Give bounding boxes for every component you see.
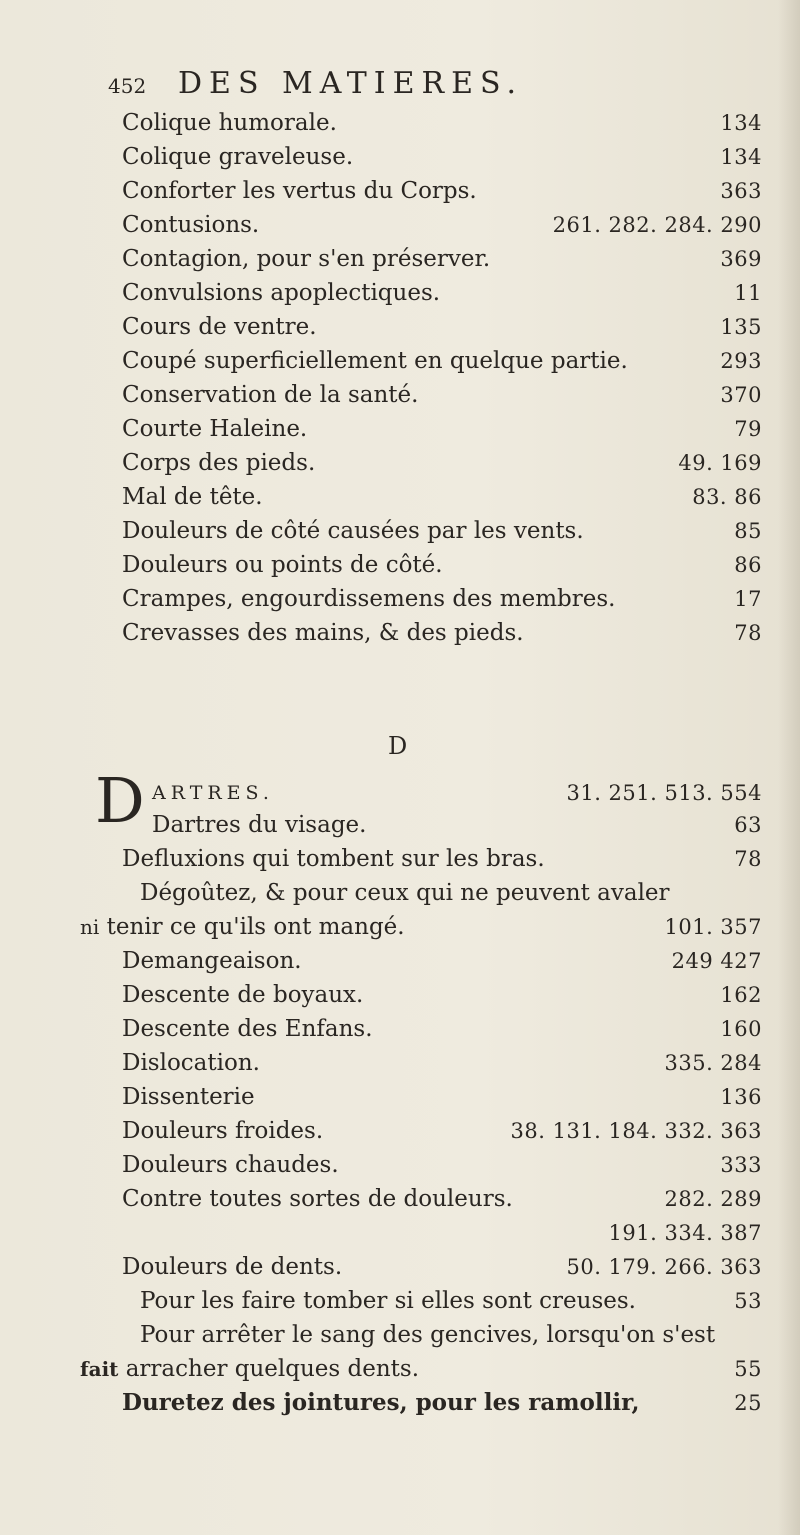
entry-pages: 25 xyxy=(734,1391,762,1415)
entry-pages: 83. 86 xyxy=(692,485,762,509)
entry-pages: 101. 357 xyxy=(664,915,762,939)
entry-term: Douleurs froides. xyxy=(122,1118,324,1144)
entry-term: Douleurs de côté causées par les vents. xyxy=(122,518,584,544)
index-entry xyxy=(0,776,800,810)
entry-pages: 333 xyxy=(720,1153,762,1177)
entry-term: Colique graveleuse. xyxy=(122,144,354,170)
entry-term: Descente des Enfans. xyxy=(122,1016,373,1042)
index-entry xyxy=(0,842,800,876)
index-entry xyxy=(0,242,800,276)
entry-term: Dégoûtez, & pour ceux qui ne peuvent avaler xyxy=(140,880,670,906)
index-entry xyxy=(0,174,800,208)
index-entry xyxy=(0,1114,800,1148)
entry-term: Conservation de la santé. xyxy=(122,382,419,408)
entry-term: Pour arrêter le sang des gencives, lorsqu'on s'est xyxy=(140,1322,716,1348)
entry-prefix: fait xyxy=(80,1357,119,1381)
entry-term: Cours de ventre. xyxy=(122,314,317,340)
entry-pages: 162 xyxy=(720,983,762,1007)
entry-term: Contre toutes sortes de douleurs. xyxy=(122,1186,513,1212)
index-entry xyxy=(0,582,800,616)
entry-pages: 55 xyxy=(734,1357,762,1381)
section-heading: D xyxy=(388,732,408,760)
drop-cap: D xyxy=(95,764,145,837)
index-entry xyxy=(0,1046,800,1080)
index-entry xyxy=(0,446,800,480)
index-entry xyxy=(0,208,800,242)
entry-term: Defluxions qui tombent sur les bras. xyxy=(122,846,545,872)
entry-pages: 63 xyxy=(734,813,762,837)
entry-prefix: ni xyxy=(80,915,100,939)
entry-pages: 335. 284 xyxy=(664,1051,762,1075)
entry-pages: 249 427 xyxy=(671,949,762,973)
entry-pages: 78 xyxy=(734,621,762,645)
index-entry xyxy=(0,344,800,378)
entry-pages: 38. 131. 184. 332. 363 xyxy=(510,1119,762,1143)
entry-term-text: tenir ce qu'ils ont mangé. xyxy=(106,914,405,940)
entry-term: Crevasses des mains, & des pieds. xyxy=(122,620,524,646)
entry-pages: 86 xyxy=(734,553,762,577)
entry-pages: 370 xyxy=(720,383,762,407)
index-entry xyxy=(0,140,800,174)
entry-term: Crampes, engourdissemens des membres. xyxy=(122,586,616,612)
entry-term: Douleurs de dents. xyxy=(122,1254,343,1280)
page-title: DES MATIERES. xyxy=(178,66,524,101)
entry-pages: 363 xyxy=(720,179,762,203)
index-entry xyxy=(0,514,800,548)
entry-pages: 160 xyxy=(720,1017,762,1041)
entry-pages: 53 xyxy=(734,1289,762,1313)
entry-term: Dislocation. xyxy=(122,1050,260,1076)
index-entry xyxy=(0,378,800,412)
entry-pages: 49. 169 xyxy=(678,451,762,475)
entry-term: Colique humorale. xyxy=(122,110,337,136)
entry-pages: 79 xyxy=(734,417,762,441)
entry-term: Dissenterie xyxy=(122,1084,255,1110)
entry-pages: 261. 282. 284. 290 xyxy=(552,213,762,237)
entry-pages: 11 xyxy=(734,281,762,305)
entry-term: Contusions. xyxy=(122,212,260,238)
index-entry xyxy=(0,978,800,1012)
index-entry xyxy=(0,616,800,650)
entry-term: Douleurs chaudes. xyxy=(122,1152,339,1178)
index-entry xyxy=(0,1250,800,1284)
entry-term: ARTRES. xyxy=(152,782,274,804)
index-entry xyxy=(0,1284,800,1318)
index-entry xyxy=(0,548,800,582)
entry-pages: 369 xyxy=(720,247,762,271)
entry-pages: 134 xyxy=(720,111,762,135)
entry-pages: 85 xyxy=(734,519,762,543)
entry-pages: 17 xyxy=(734,587,762,611)
entry-pages: 136 xyxy=(720,1085,762,1109)
entry-term: Conforter les vertus du Corps. xyxy=(122,178,477,204)
entry-term: Contagion, pour s'en préserver. xyxy=(122,246,491,272)
index-entry xyxy=(0,276,800,310)
index-entry xyxy=(0,1012,800,1046)
entry-term xyxy=(80,1352,419,1386)
entry-term: Demangeaison. xyxy=(122,948,302,974)
entry-pages: 191. 334. 387 xyxy=(608,1221,762,1245)
entry-term: Corps des pieds. xyxy=(122,450,316,476)
index-entry xyxy=(0,910,800,944)
entry-term: Convulsions apoplectiques. xyxy=(122,280,441,306)
index-entry xyxy=(0,310,800,344)
entry-term: Duretez des jointures, pour les ramollir, xyxy=(122,1389,640,1416)
entry-term: Courte Haleine. xyxy=(122,416,308,442)
entry-term: Coupé superficiellement en quelque partie. xyxy=(122,348,628,374)
entry-term: Descente de boyaux. xyxy=(122,982,364,1008)
entry-term: Douleurs ou points de côté. xyxy=(122,552,443,578)
index-entry xyxy=(0,876,800,910)
entry-pages: 135 xyxy=(720,315,762,339)
entry-term: Dartres du visage. xyxy=(152,812,367,838)
index-entry-continued xyxy=(0,1216,800,1250)
entry-pages: 78 xyxy=(734,847,762,871)
entry-pages: 134 xyxy=(720,145,762,169)
entry-term: Pour les faire tomber si elles sont creuses. xyxy=(140,1288,636,1314)
index-entry xyxy=(0,1386,800,1420)
entry-term xyxy=(80,910,405,944)
index-entry xyxy=(0,480,800,514)
entry-pages: 293 xyxy=(720,349,762,373)
entry-term-text: arracher quelques dents. xyxy=(125,1356,420,1382)
index-entry xyxy=(0,1318,800,1352)
page-number: 452 xyxy=(108,74,147,98)
index-entry xyxy=(0,1182,800,1216)
index-entry xyxy=(0,412,800,446)
entry-pages: 50. 179. 266. 363 xyxy=(566,1255,762,1279)
index-entry xyxy=(0,106,800,140)
entry-term: Mal de tête. xyxy=(122,484,263,510)
index-entry xyxy=(0,1080,800,1114)
entry-pages: 31. 251. 513. 554 xyxy=(566,781,762,805)
entry-pages: 282. 289 xyxy=(664,1187,762,1211)
index-entry xyxy=(0,944,800,978)
index-entry xyxy=(0,1352,800,1386)
running-header xyxy=(108,66,668,106)
index-entry xyxy=(0,808,800,842)
index-entry xyxy=(0,1148,800,1182)
